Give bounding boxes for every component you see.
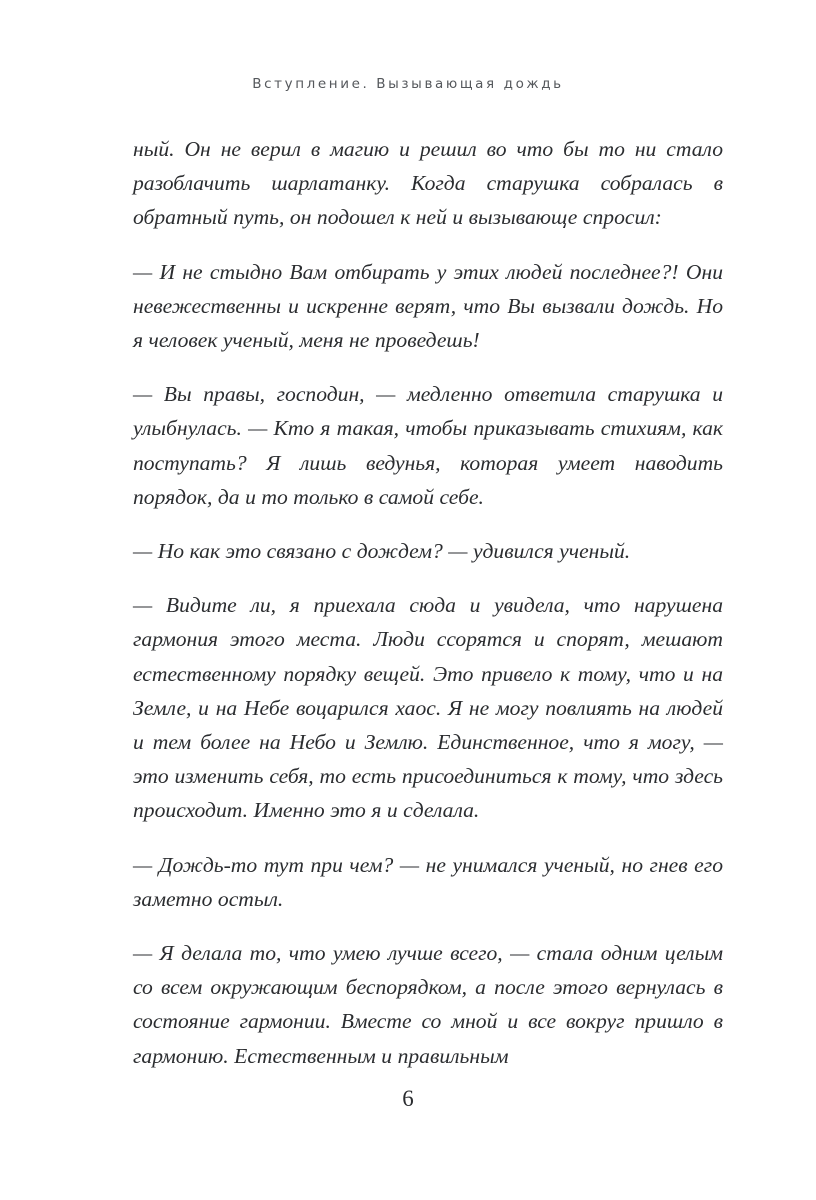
paragraph-dialogue-4: — Видите ли, я приехала сюда и увидела, что нарушена гармония этого места. Люди ссорятся и спорят, мешают естественному порядку вещей. Это привело к тому, что и на Земле, и на Небе воцарился хаос. Я не могу повлиять на людей и тем более на Небо и Землю. Единственное, что я могу, — это изменить себя, то есть присоединиться к тому, что здесь происходит. Именно это я и сделала. (133, 593, 723, 823)
running-head: Вступление. Вызывающая дождь (252, 76, 564, 92)
paragraph-continuation: ный. Он не верил в магию и решил во что бы то ни стало разоблачить шарлатанку. Когда старушка собралась в обратный путь, он подошел к ней и вызывающе спросил: (133, 137, 723, 230)
paragraph-dialogue-3: — Но как это связано с дождем? — удивился ученый. (133, 539, 631, 564)
body-text-column (133, 132, 723, 1073)
paragraph-dialogue-6: — Я делала то, что умею лучше всего, — стала одним целым со всем окружающим беспорядком, а после этого вернулась в состояние гармонии. Вместе со мной и все вокруг пришло в гармонию. Естественным и правильным (133, 941, 723, 1068)
paragraph-dialogue-1: — И не стыдно Вам отбирать у этих людей последнее?! Они невежественны и искренне верят, что Вы вызвали дождь. Но я человек ученый, меня не проведешь! (133, 259, 723, 353)
paragraph-dialogue-2: — Вы правы, господин, — медленно ответила старушка и улыбнулась. — Кто я такая, чтобы приказывать стихиям, как поступать? Я лишь ведунья, которая умеет наводить порядок, да и то только в самой себе. (133, 382, 723, 509)
paragraph-dialogue-5: — Дождь-то тут при чем? — не унимался ученый, но гнев его заметно остыл. (133, 852, 723, 911)
page-number: 6 (402, 1086, 414, 1111)
